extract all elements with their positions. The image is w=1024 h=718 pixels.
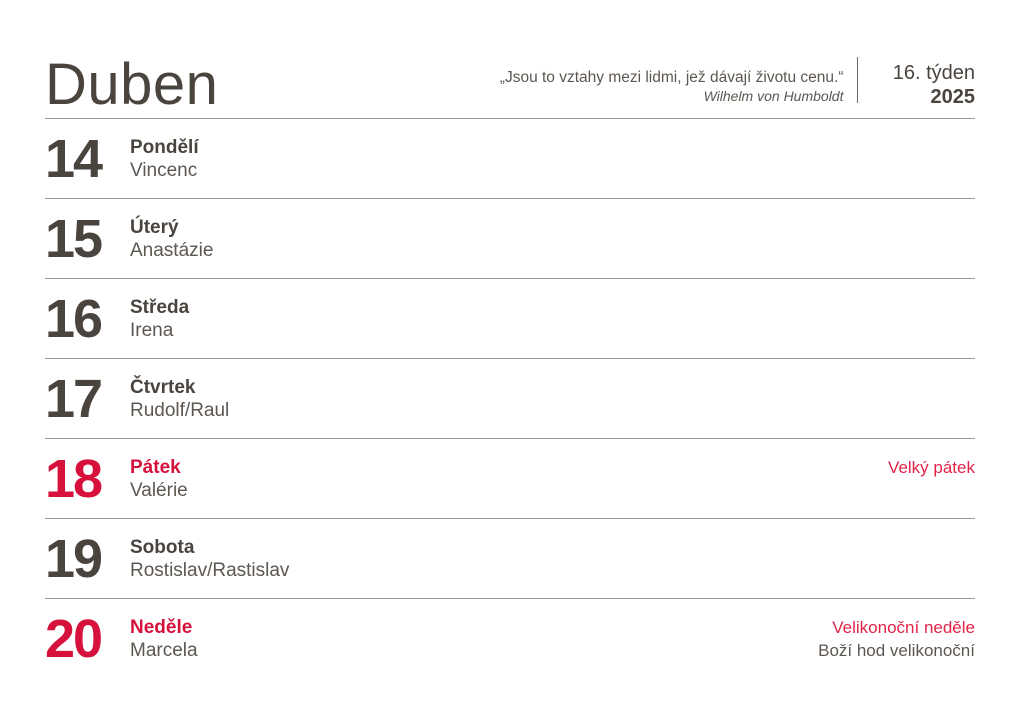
day-row <box>45 519 975 599</box>
day-row <box>45 119 975 199</box>
day-texts <box>130 456 188 502</box>
day-row <box>45 599 975 679</box>
quote-author: Wilhelm von Humboldt <box>703 88 844 104</box>
day-texts <box>130 296 189 342</box>
day-texts <box>130 376 229 422</box>
day-row <box>45 199 975 279</box>
calendar-header <box>45 0 975 119</box>
day-texts <box>130 616 198 662</box>
day-number: 18 <box>45 448 102 509</box>
day-number: 20 <box>45 609 102 669</box>
header-divider <box>857 57 859 103</box>
weekday-name: Středa <box>130 296 190 318</box>
week-number: 16. týden <box>892 62 975 84</box>
name-day: Irena <box>130 319 174 341</box>
day-number: 14 <box>45 128 102 189</box>
name-day: Valérie <box>130 479 188 501</box>
day-texts <box>130 136 199 182</box>
weekday-name: Sobota <box>130 536 195 558</box>
name-day: Anastázie <box>130 239 214 261</box>
day-texts <box>130 536 289 582</box>
holiday-secondary-label <box>888 479 975 502</box>
holiday-label: Velikonoční neděle <box>832 618 975 637</box>
quote-block <box>500 68 844 105</box>
week-block <box>871 61 975 109</box>
name-day: Rudolf/Raul <box>130 399 230 421</box>
weekday-name: Pátek <box>130 456 181 478</box>
day-number: 17 <box>45 368 102 429</box>
day-number: 19 <box>45 528 102 589</box>
holiday-block <box>818 616 975 662</box>
day-row <box>45 439 975 519</box>
holiday-label: Velký pátek <box>888 457 975 477</box>
holiday-block <box>888 456 975 502</box>
month-title: Duben <box>45 51 219 117</box>
day-texts <box>130 216 213 262</box>
weekday-name: Čtvrtek <box>130 376 196 398</box>
weekday-name: Neděle <box>130 617 193 638</box>
name-day: Vincenc <box>130 159 198 181</box>
day-number: 15 <box>45 208 102 269</box>
day-rows <box>45 119 975 679</box>
weekday-name: Pondělí <box>130 136 199 158</box>
weekday-name: Úterý <box>130 216 179 238</box>
holiday-secondary-label: Boží hod velikonoční <box>818 641 975 660</box>
year-label: 2025 <box>930 86 975 108</box>
day-row <box>45 359 975 439</box>
name-day: Marcela <box>130 640 198 661</box>
day-row <box>45 279 975 359</box>
day-number: 16 <box>45 288 102 349</box>
quote-text: „Jsou to vztahy mezi lidmi, jež dávají životu cenu.“ <box>499 69 844 86</box>
name-day: Rostislav/Rastislav <box>130 559 290 581</box>
